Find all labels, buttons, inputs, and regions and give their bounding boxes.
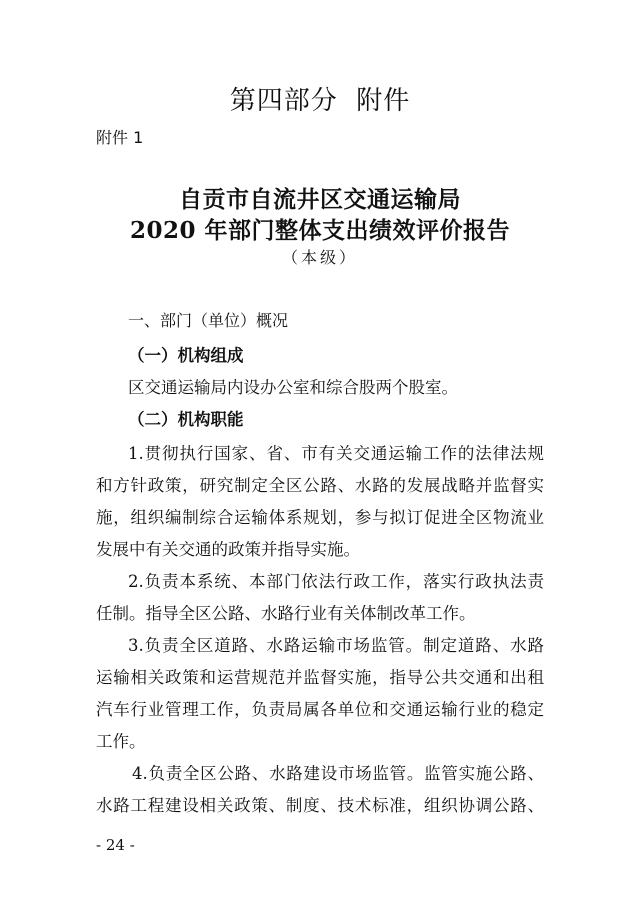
paragraph-line: 3.负责全区道路、水路运输市场监管。制定道路、水路	[128, 636, 544, 655]
section-heading: 一、部门（单位）概况	[128, 311, 289, 330]
paragraph-line: 工作。	[96, 732, 146, 751]
subsection-heading: （一）机构组成	[128, 346, 244, 365]
paragraph-line: 2.负责本系统、本部门依法行政工作，落实行政执法责	[128, 572, 544, 591]
paragraph-line: 1.贯彻执行国家、省、市有关交通运输工作的法律法规	[128, 444, 544, 463]
report-title-line2: 2020 年部门整体支出绩效评价报告	[129, 217, 511, 244]
report-title-scope: （本级）	[281, 248, 358, 267]
paragraph-line: 区交通运输局内设办公室和综合股两个股室。	[128, 378, 458, 397]
paragraph-line: 发展中有关交通的政策并指导实施。	[96, 540, 360, 559]
paragraph-line: 汽车行业管理工作，负责局属各单位和交通运输行业的稳定	[96, 700, 544, 719]
paragraph-line: 水路工程建设相关政策、制度、技术标准，组织协调公路、	[96, 796, 544, 815]
subsection-heading: （二）机构职能	[128, 410, 244, 429]
report-title-line1: 自贡市自流井区交通运输局	[179, 186, 461, 213]
paragraph-line: 运输相关政策和运营规范并监督实施，指导公共交通和出租	[96, 668, 544, 687]
paragraph-line: 和方针政策，研究制定全区公路、水路的发展战略并监督实	[96, 476, 544, 495]
page-number: - 24 -	[96, 836, 135, 854]
paragraph-line: 施，组织编制综合运输体系规划，参与拟订促进全区物流业	[96, 508, 544, 527]
part-title: 第四部分 附件	[229, 86, 411, 116]
paragraph-line: 4.负责全区公路、水路建设市场监管。监管实施公路、	[132, 764, 544, 783]
attachment-label: 附件 1	[96, 128, 144, 147]
paragraph-line: 任制。指导全区公路、水路行业有关体制改革工作。	[96, 604, 476, 623]
